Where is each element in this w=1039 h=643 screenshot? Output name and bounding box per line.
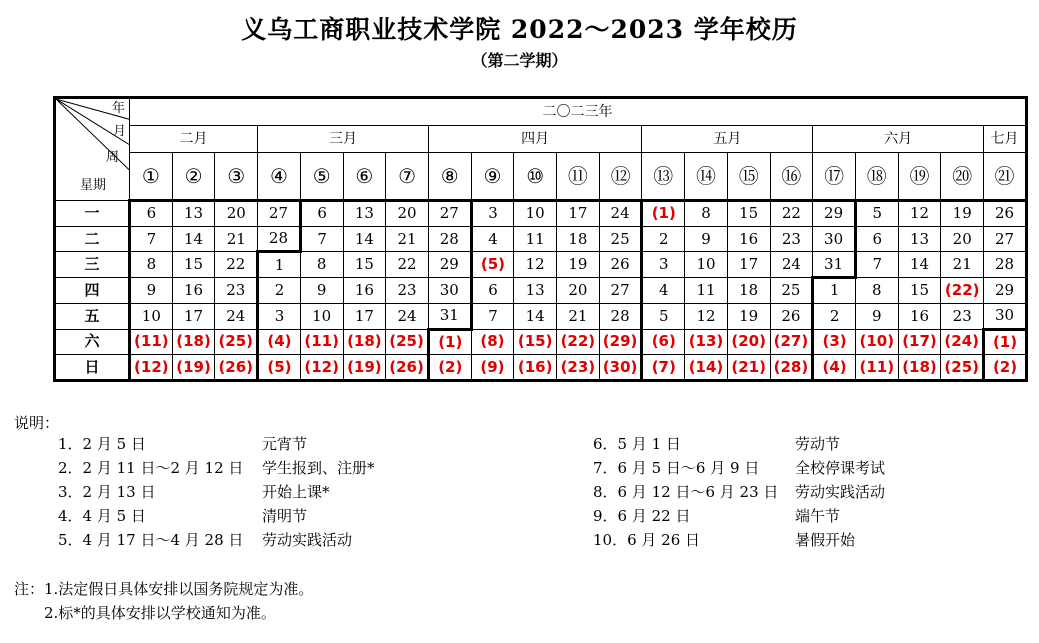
note-item: [58, 504, 558, 528]
calendar-day: 3: [471, 201, 514, 227]
calendar-day: (29): [599, 329, 642, 355]
calendar-day: (14): [685, 355, 728, 381]
calendar-day: 10: [130, 303, 173, 329]
week-number: ⑭: [685, 153, 728, 201]
note-item: [58, 528, 558, 552]
calendar-day: 10: [685, 252, 728, 278]
calendar-day: (13): [685, 329, 728, 355]
calendar-day: 6: [300, 201, 343, 227]
weekday-axis-label: 星期: [80, 178, 107, 193]
calendar-day: 6: [130, 201, 173, 227]
calendar-day: 14: [343, 226, 386, 252]
footer-note-2: 2.标*的具体安排以学校通知为准。: [44, 604, 276, 622]
calendar-day: 21: [941, 252, 984, 278]
calendar-day: 7: [471, 303, 514, 329]
calendar-day: 13: [172, 201, 215, 227]
note-date: 9．6 月 22 日: [593, 507, 691, 525]
calendar-day: 25: [770, 278, 813, 304]
calendar-day: 2: [258, 278, 301, 304]
calendar-day: 19: [557, 252, 600, 278]
calendar-day: 15: [898, 278, 941, 304]
weekday-label: 日: [55, 355, 130, 381]
calendar-day: (4): [813, 355, 856, 381]
calendar-day: 7: [855, 252, 898, 278]
month-header: 三月: [258, 126, 429, 153]
week-number: ③: [215, 153, 258, 201]
calendar-day: 31: [813, 252, 856, 278]
calendar-day: 28: [984, 252, 1027, 278]
calendar-day: 31: [428, 303, 471, 329]
calendar-day: (1): [642, 201, 685, 227]
calendar-day: (18): [343, 329, 386, 355]
calendar-day: (26): [215, 355, 258, 381]
week-number: ④: [258, 153, 301, 201]
calendar-day: (10): [855, 329, 898, 355]
calendar-day: 26: [984, 201, 1027, 227]
weekday-label: 三: [55, 252, 130, 278]
week-number: ⑯: [770, 153, 813, 201]
calendar-day: 20: [941, 226, 984, 252]
calendar-day: 26: [770, 303, 813, 329]
calendar-day: 15: [172, 252, 215, 278]
calendar-day: 8: [300, 252, 343, 278]
week-number: ⑲: [898, 153, 941, 201]
calendar-day: 27: [258, 201, 301, 227]
calendar-day: 22: [386, 252, 429, 278]
calendar-day: (15): [514, 329, 557, 355]
calendar-day: (6): [642, 329, 685, 355]
calendar-day: 9: [300, 278, 343, 304]
calendar-day: 18: [727, 278, 770, 304]
month-header: 六月: [813, 126, 984, 153]
calendar-day: (20): [727, 329, 770, 355]
calendar-day: 27: [599, 278, 642, 304]
calendar-day: 24: [599, 201, 642, 227]
note-event: 学生报到、注册*: [262, 459, 375, 477]
note-event: 端午节: [795, 507, 841, 525]
calendar-day: (18): [172, 329, 215, 355]
calendar-day: 29: [813, 201, 856, 227]
calendar-day: 8: [685, 201, 728, 227]
month-header: 五月: [642, 126, 813, 153]
week-number: ⑮: [727, 153, 770, 201]
page-title: 义乌工商职业技术学院 2022～2023 学年校历: [241, 15, 798, 44]
calendar-day: (7): [642, 355, 685, 381]
calendar-day: 10: [300, 303, 343, 329]
note-item: [593, 456, 1033, 480]
calendar-day: 1: [813, 278, 856, 304]
calendar-day: 27: [984, 226, 1027, 252]
calendar-day: 20: [557, 278, 600, 304]
calendar-day: 22: [770, 201, 813, 227]
calendar-day: 26: [599, 252, 642, 278]
week-number: ⑨: [471, 153, 514, 201]
calendar-day: 12: [514, 252, 557, 278]
week-axis-label: 周: [105, 150, 119, 165]
note-date: 7．6 月 5 日～6 月 9 日: [593, 459, 760, 477]
week-number: ⑪: [557, 153, 600, 201]
calendar-day: 17: [557, 201, 600, 227]
calendar-day: (25): [386, 329, 429, 355]
calendar-day: (11): [855, 355, 898, 381]
calendar-day: 28: [599, 303, 642, 329]
weekday-label: 六: [55, 329, 130, 355]
note-event: 劳动实践活动: [795, 483, 886, 501]
calendar-day: 12: [685, 303, 728, 329]
calendar-day: (22): [941, 278, 984, 304]
calendar-day: 24: [770, 252, 813, 278]
calendar-day: (3): [813, 329, 856, 355]
calendar-day: 23: [941, 303, 984, 329]
week-number: ⑤: [300, 153, 343, 201]
weekday-label: 五: [55, 303, 130, 329]
month-header: 四月: [428, 126, 642, 153]
week-number: ⑫: [599, 153, 642, 201]
page-subtitle: （第二学期）: [471, 51, 568, 70]
calendar-day: 16: [343, 278, 386, 304]
calendar-day: 28: [258, 226, 301, 252]
note-item: [593, 504, 1033, 528]
calendar-day: 16: [172, 278, 215, 304]
notes-right-list: [593, 432, 1033, 552]
calendar-day: 23: [770, 226, 813, 252]
calendar-day: (9): [471, 355, 514, 381]
calendar-day: (28): [770, 355, 813, 381]
calendar-day: (1): [984, 329, 1027, 355]
calendar-day: 19: [727, 303, 770, 329]
note-date: 4．4 月 5 日: [58, 507, 146, 525]
calendar-day: 9: [130, 278, 173, 304]
calendar-day: 7: [300, 226, 343, 252]
calendar-day: (27): [770, 329, 813, 355]
calendar-day: 18: [557, 226, 600, 252]
calendar-day: 5: [855, 201, 898, 227]
year-header: 二〇二三年: [130, 98, 1027, 126]
note-date: 6．5 月 1 日: [593, 435, 681, 453]
calendar-day: (5): [258, 355, 301, 381]
calendar-table: [53, 96, 1028, 382]
calendar-day: 29: [984, 278, 1027, 304]
calendar-day: (12): [300, 355, 343, 381]
calendar-day: (2): [428, 355, 471, 381]
calendar-day: (12): [130, 355, 173, 381]
calendar-day: (30): [599, 355, 642, 381]
footer-note-1: 注：1.法定假日具体安排以国务院规定为准。: [14, 580, 314, 598]
week-number: ⑬: [642, 153, 685, 201]
year-axis-label: 年: [111, 101, 125, 116]
calendar-day: (26): [386, 355, 429, 381]
week-number: ⑳: [941, 153, 984, 201]
header-corner: [55, 98, 130, 201]
calendar-day: (17): [898, 329, 941, 355]
week-number: ⑩: [514, 153, 557, 201]
calendar-day: (8): [471, 329, 514, 355]
note-date: 1．2 月 5 日: [58, 435, 146, 453]
calendar-day: 3: [258, 303, 301, 329]
week-number: ⑰: [813, 153, 856, 201]
calendar-day: 10: [514, 201, 557, 227]
calendar-day: (2): [984, 355, 1027, 381]
weekday-label: 一: [55, 201, 130, 227]
calendar-day: 9: [855, 303, 898, 329]
calendar-day: 14: [172, 226, 215, 252]
calendar-day: 14: [514, 303, 557, 329]
calendar-day: (19): [172, 355, 215, 381]
note-event: 劳动节: [795, 435, 841, 453]
calendar-day: 29: [428, 252, 471, 278]
calendar-day: 27: [428, 201, 471, 227]
calendar-day: 21: [386, 226, 429, 252]
calendar-day: 16: [727, 226, 770, 252]
calendar-day: (5): [471, 252, 514, 278]
note-date: 5．4 月 17 日～4 月 28 日: [58, 531, 244, 549]
month-header: 二月: [130, 126, 258, 153]
calendar-day: 9: [685, 226, 728, 252]
calendar-day: 25: [599, 226, 642, 252]
calendar-day: 17: [343, 303, 386, 329]
calendar-day: 17: [172, 303, 215, 329]
calendar-day: 30: [984, 303, 1027, 329]
note-item: [58, 456, 558, 480]
calendar-day: 12: [898, 201, 941, 227]
calendar-day: 23: [386, 278, 429, 304]
calendar-day: 24: [215, 303, 258, 329]
week-number: ⑥: [343, 153, 386, 201]
calendar-day: 28: [428, 226, 471, 252]
notes-left-list: [58, 432, 558, 552]
note-date: 8．6 月 12 日～6 月 23 日: [593, 483, 779, 501]
note-event: 清明节: [262, 507, 308, 525]
calendar-day: 5: [642, 303, 685, 329]
month-axis-label: 月: [112, 124, 126, 139]
calendar-day: (19): [343, 355, 386, 381]
week-number: ①: [130, 153, 173, 201]
calendar-day: 23: [215, 278, 258, 304]
calendar-day: (18): [898, 355, 941, 381]
calendar-day: 16: [898, 303, 941, 329]
note-event: 劳动实践活动: [262, 531, 353, 549]
weekday-label: 四: [55, 278, 130, 304]
note-item: [58, 432, 558, 456]
calendar-day: (24): [941, 329, 984, 355]
calendar-day: 19: [941, 201, 984, 227]
calendar-day: 2: [642, 226, 685, 252]
calendar-day: 11: [514, 226, 557, 252]
calendar-day: (22): [557, 329, 600, 355]
calendar-day: 20: [215, 201, 258, 227]
calendar-day: 7: [130, 226, 173, 252]
note-event: 元宵节: [262, 435, 308, 453]
calendar-day: (16): [514, 355, 557, 381]
note-event: 暑假开始: [795, 531, 856, 549]
calendar-day: 24: [386, 303, 429, 329]
calendar-day: 1: [258, 252, 301, 278]
note-date: 10．6 月 26 日: [593, 531, 701, 549]
calendar-day: 13: [898, 226, 941, 252]
week-number: ⑦: [386, 153, 429, 201]
calendar-day: 17: [727, 252, 770, 278]
week-number: ⑧: [428, 153, 471, 201]
calendar-day: 6: [471, 278, 514, 304]
calendar-day: 13: [514, 278, 557, 304]
weekday-label: 二: [55, 226, 130, 252]
calendar-day: (25): [215, 329, 258, 355]
calendar-day: (4): [258, 329, 301, 355]
calendar-day: 20: [386, 201, 429, 227]
calendar-day: 8: [130, 252, 173, 278]
notes-heading: 说明：: [14, 414, 60, 432]
calendar-day: 30: [813, 226, 856, 252]
calendar-day: (11): [300, 329, 343, 355]
note-item: [593, 432, 1033, 456]
calendar-day: (21): [727, 355, 770, 381]
note-date: 2．2 月 11 日～2 月 12 日: [58, 459, 244, 477]
calendar-day: 8: [855, 278, 898, 304]
note-item: [58, 480, 558, 504]
calendar-day: 21: [557, 303, 600, 329]
week-number: ②: [172, 153, 215, 201]
calendar-day: 15: [727, 201, 770, 227]
note-event: 全校停课考试: [795, 459, 886, 477]
week-number: ⑱: [855, 153, 898, 201]
calendar-day: 15: [343, 252, 386, 278]
calendar-day: 14: [898, 252, 941, 278]
week-number: ㉑: [984, 153, 1027, 201]
calendar-day: 30: [428, 278, 471, 304]
month-header: 七月: [984, 126, 1027, 153]
calendar-day: 22: [215, 252, 258, 278]
calendar-day: 13: [343, 201, 386, 227]
note-date: 3．2 月 13 日: [58, 483, 156, 501]
calendar-day: 3: [642, 252, 685, 278]
calendar-day: 6: [855, 226, 898, 252]
note-item: [593, 480, 1033, 504]
calendar-day: 4: [471, 226, 514, 252]
calendar-day: (11): [130, 329, 173, 355]
calendar-day: 21: [215, 226, 258, 252]
calendar-day: 4: [642, 278, 685, 304]
calendar-day: (1): [428, 329, 471, 355]
calendar-day: 2: [813, 303, 856, 329]
calendar-day: 11: [685, 278, 728, 304]
calendar-day: (23): [557, 355, 600, 381]
note-item: [593, 528, 1033, 552]
note-event: 开始上课*: [262, 483, 330, 501]
calendar-day: (25): [941, 355, 984, 381]
